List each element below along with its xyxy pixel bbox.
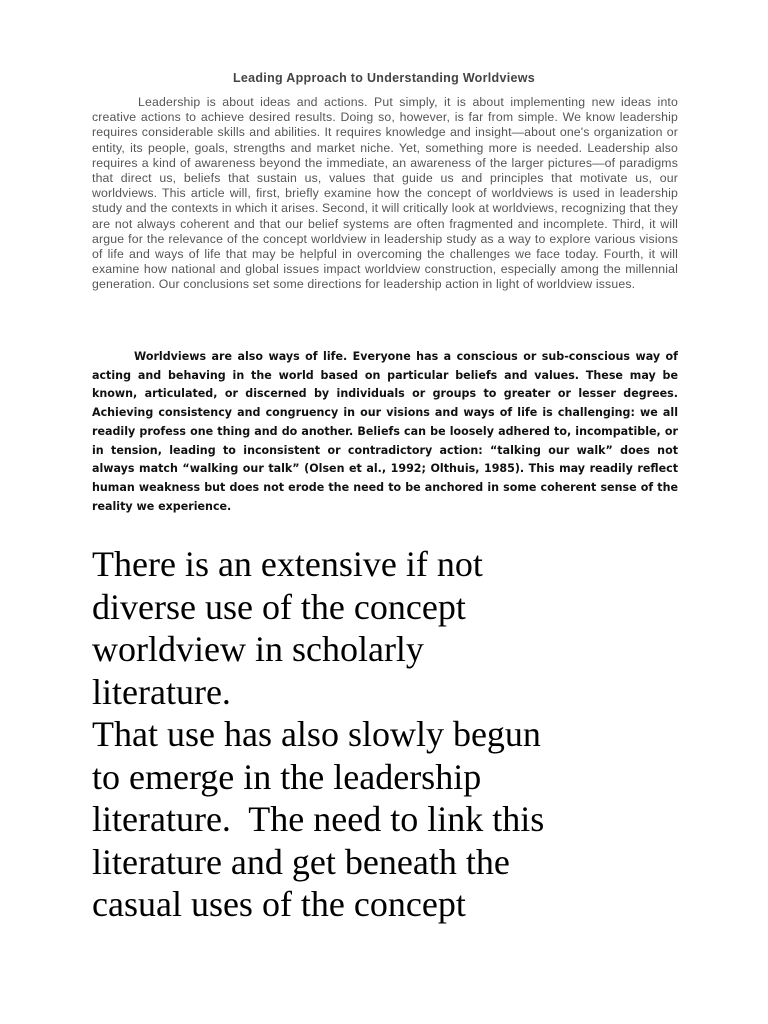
large-text-block xyxy=(92,543,722,926)
large-text-line: There is an extensive if not xyxy=(92,544,483,584)
large-text-line: to emerge in the leadership xyxy=(92,756,482,797)
worldviews-paragraph: Worldviews are also ways of life. Everyone has a conscious or sub-conscious way of acting and behaving in the world based on particular beliefs and values. These may be known, articulated, or discerned by individuals or groups to greater or lesser degrees. Achieving consistency and congruency in our visions and ways of life is challenging: we all readily profess one thing and do another. Beliefs can be loosely adhered to, incompatible, or in tension, leading to inconsistent or contradictory action: “talking our walk” does not always match “walking our talk” (Olsen et al., 1992; Olthuis, 1985). This may readily reflect human weakness but does not erode the need to be anchored in some coherent sense of the reality we experience. xyxy=(92,350,678,513)
large-text-line: literature. xyxy=(92,671,231,712)
intro-paragraph: Leadership is about ideas and actions. Put simply, it is about implementing new ideas into creative actions to achieve desired results. Doing so, however, is far from simple. We know leadership requires considerable skills and abilities. It requires knowledge and insight—about one's organization or entity, its people, goals, strengths and market niche. Yet, something more is needed. Leadership also requires a kind of awareness beyond the immediate, an awareness of the larger pictures—of paradigms that direct us, beliefs that sustain us, values that guide us and principles that motivate us, our worldviews. This article will, first, briefly examine how the concept of worldviews is used in leadership study and the contexts in which it arises. Second, it will critically look at worldviews, recognizing that they are not always coherent and that our belief systems are often fragmented and incomplete. Third, it will argue for the relevance of the concept worldview in leadership study as a way to explore various visions of life and ways of life that may be helpful in overcoming the challenges we face today. Fourth, it will examine how national and global issues impact worldview construction, especially among the millennial generation. Our conclusions set some directions for leadership action in light of worldview issues. xyxy=(92,95,678,292)
large-text-line: literature. The need to link this xyxy=(92,799,545,839)
large-text-line: diverse use of the concept xyxy=(92,586,466,627)
large-text-line: That use has also slowly begun xyxy=(92,714,541,754)
document-title: Leading Approach to Understanding Worldviews xyxy=(232,71,536,85)
large-text-line: casual uses of the concept xyxy=(92,884,466,924)
large-text-line: literature and get beneath the xyxy=(92,841,510,882)
large-text-line: worldview in scholarly xyxy=(92,629,424,669)
